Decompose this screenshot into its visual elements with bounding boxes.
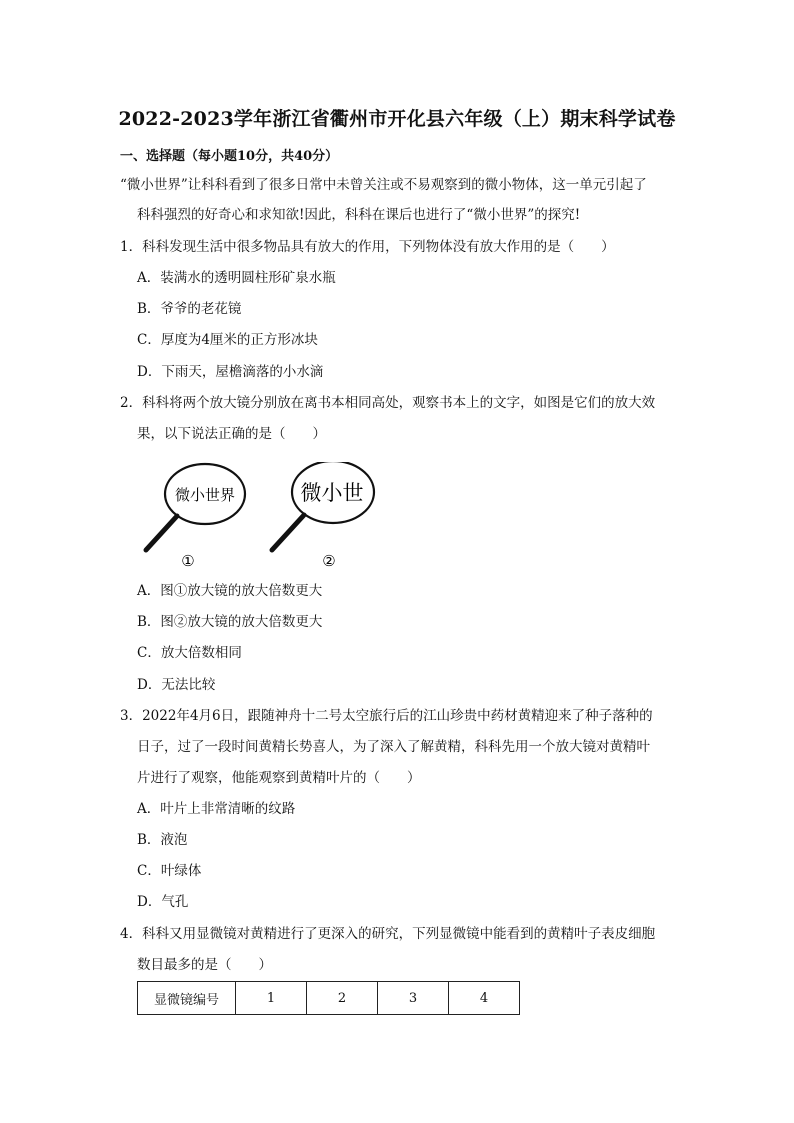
table-cell: 2 <box>307 982 378 1015</box>
question-3-option-b: B．液泡 <box>137 832 188 848</box>
table-header-cell: 显微镜编号 <box>138 982 236 1015</box>
intro-line-2: 科科强烈的好奇心和求知欲!因此，科科在课后也进行了“微小世界”的探究! <box>137 207 581 223</box>
question-3-option-c: C．叶绿体 <box>137 863 202 879</box>
figure-label-2: ② <box>322 552 336 570</box>
question-1-option-b: B．爷爷的老花镜 <box>137 301 242 317</box>
question-1-stem: 1．科科发现生活中很多物品具有放大的作用，下列物体没有放大作用的是（ ） <box>120 239 615 255</box>
table-cell: 1 <box>236 982 307 1015</box>
magnifier-2 <box>272 462 374 570</box>
question-2-option-b: B．图②放大镜的放大倍数更大 <box>137 614 323 630</box>
question-2-stem-line-2: 果，以下说法正确的是（ ） <box>137 426 326 442</box>
magnifier-2-text: 微小世 <box>300 481 364 505</box>
question-3-option-a: A．叶片上非常清晰的纹路 <box>137 801 296 817</box>
figure-label-1: ① <box>181 552 195 570</box>
question-2-option-d: D．无法比较 <box>137 677 216 693</box>
question-4-stem-line-2: 数目最多的是（ ） <box>137 957 272 973</box>
page-title: 2022-2023学年浙江省衢州市开化县六年级（上）期末科学试卷 <box>118 108 676 130</box>
question-2-option-c: C．放大倍数相同 <box>137 645 242 661</box>
question-3-option-d: D．气孔 <box>137 894 189 910</box>
question-3-stem-line-2: 日子，过了一段时间黄精长势喜人，为了深入了解黄精，科科先用一个放大镜对黄精叶 <box>137 739 650 755</box>
question-3-stem-line-1: 3．2022年4月6日，跟随神舟十二号太空旅行后的江山珍贵中药材黄精迎来了种子落种的 <box>120 708 653 724</box>
question-1-option-a: A．装满水的透明圆柱形矿泉水瓶 <box>137 270 336 286</box>
intro-line-1: “微小世界”让科科看到了很多日常中未曾关注或不易观察到的微小物体，这一单元引起了 <box>120 177 647 193</box>
section-heading: 一、选择题（每小题10分，共40分） <box>120 149 339 164</box>
magnifier-1 <box>146 464 245 570</box>
question-1-option-c: C．厚度为4厘米的正方形冰块 <box>137 332 318 348</box>
table-row <box>138 982 520 1015</box>
table-cell: 4 <box>449 982 520 1015</box>
question-1-option-d: D．下雨天，屋檐滴落的小水滴 <box>137 364 324 380</box>
question-2-option-a: A．图①放大镜的放大倍数更大 <box>137 583 323 599</box>
table-cell: 3 <box>378 982 449 1015</box>
microscope-table <box>137 981 520 1015</box>
question-4-stem-line-1: 4．科科又用显微镜对黄精进行了更深入的研究，下列显微镜中能看到的黄精叶子表皮细胞 <box>120 926 656 942</box>
magnifier-1-text: 微小世界 <box>174 486 236 504</box>
question-3-stem-line-3: 片进行了观察，他能观察到黄精叶片的（ ） <box>137 770 421 786</box>
magnifier-figure <box>140 462 400 572</box>
question-2-stem-line-1: 2．科科将两个放大镜分别放在离书本相同高处，观察书本上的文字，如图是它们的放大效 <box>120 395 656 411</box>
